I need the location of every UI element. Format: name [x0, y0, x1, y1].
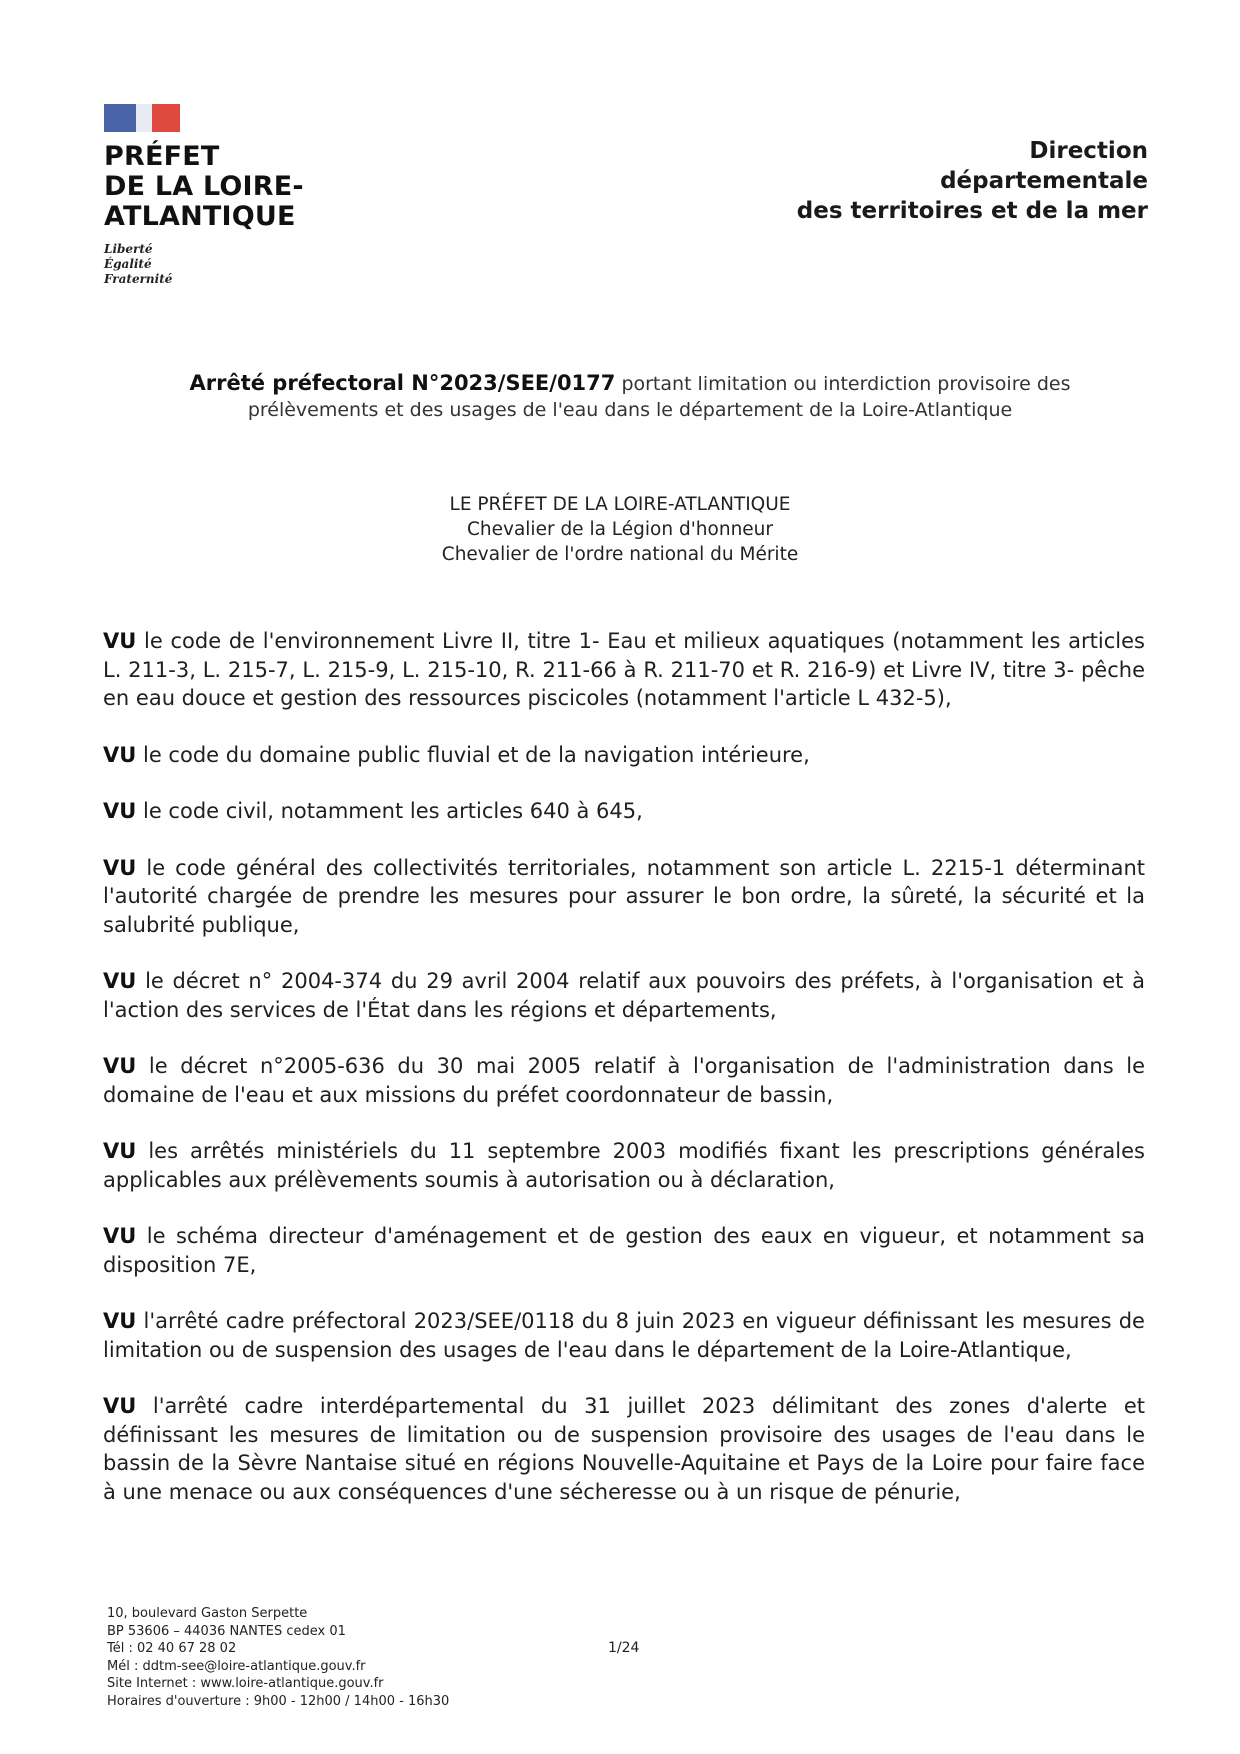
marianne-logo	[104, 104, 180, 132]
clause-text: le décret n°2005-636 du 30 mai 2005 relatif à l'organisation de l'administration dans le domaine de l'eau et aux missions du préfet coordonnateur de bassin,	[103, 1054, 1145, 1107]
prefet-name: PRÉFET DE LA LOIRE- ATLANTIQUE	[104, 141, 304, 232]
decree-reference: Arrêté préfectoral N°2023/SEE/0177	[189, 371, 616, 395]
decree-subject-line2: prélèvements et des usages de l'eau dans le département de la Loire-Atlantique	[247, 399, 1013, 421]
footer-website: Site Internet : www.loire-atlantique.gouv.fr	[107, 1676, 384, 1691]
clause	[103, 741, 1145, 770]
clause-text: le code civil, notamment les articles 640 à 645,	[143, 799, 643, 823]
footer-email: Mél : ddtm-see@loire-atlantique.gouv.fr	[107, 1658, 366, 1674]
prefecture-logo-block	[104, 104, 364, 287]
clause	[103, 1137, 1145, 1194]
clause-keyword: VU	[103, 1139, 137, 1163]
clause-keyword: VU	[103, 1224, 137, 1248]
clause-keyword: VU	[103, 742, 137, 767]
clause	[103, 1222, 1145, 1279]
signatory-block	[320, 492, 920, 567]
clause-keyword: VU	[103, 799, 137, 823]
decree-subject-line1: portant limitation ou interdiction provisoire des	[621, 373, 1071, 395]
clause-keyword: VU	[103, 1394, 137, 1418]
signatory-title: LE PRÉFET DE LA LOIRE-ATLANTIQUE	[449, 494, 791, 515]
clause-keyword: VU	[103, 629, 137, 653]
document-title	[150, 370, 1110, 423]
clause	[103, 967, 1145, 1024]
clause	[103, 1392, 1145, 1506]
clause-text: le code de l'environnement Livre II, titre 1- Eau et milieux aquatiques (notamment les articles L. 211-3, L. 215-7, L. 215-9, L. 215-10, R. 211-66 à R. 211-70 et R. 216-9) et Livre IV, titre 3- pêche en eau douce et gestion des ressources piscicoles (notamment l'article L 432-5),	[103, 629, 1145, 710]
clause-text: le code du domaine public fluvial et de la navigation intérieure,	[143, 742, 810, 767]
footer-hours: Horaires d'ouverture : 9h00 - 12h00 / 14h00 - 16h30	[107, 1693, 450, 1709]
clause	[103, 797, 1145, 826]
republic-motto: Liberté Égalité Fraternité	[104, 242, 173, 286]
footer-address-line2: BP 53606 – 44036 NANTES cedex 01	[107, 1623, 346, 1639]
clause-text: le schéma directeur d'aménagement et de gestion des eaux en vigueur, et notamment sa disposition 7E,	[103, 1224, 1145, 1277]
clause-keyword: VU	[103, 855, 137, 880]
footer-contact	[107, 1605, 449, 1710]
clause	[103, 854, 1145, 940]
page-number: 1/24	[608, 1640, 640, 1656]
signatory-honour-1: Chevalier de la Légion d'honneur	[466, 519, 774, 540]
direction-name: Direction départementale des territoires et de la mer	[796, 138, 1148, 224]
legal-basis-clauses	[103, 606, 1145, 1534]
clause	[103, 1052, 1145, 1109]
clause-keyword: VU	[103, 1054, 137, 1078]
clause-keyword: VU	[103, 969, 137, 993]
clause-text: le code général des collectivités territoriales, notamment son article L. 2215-1 déterminant l'autorité chargée de prendre les mesures pour assurer le bon ordre, la sûreté, la sécurité et la salubrité publique,	[103, 855, 1145, 937]
clause-text: les arrêtés ministériels du 11 septembre 2003 modifiés fixant les prescriptions générales applicables aux prélèvements soumis à autorisation ou à déclaration,	[103, 1139, 1145, 1192]
footer-phone: Tél : 02 40 67 28 02	[107, 1641, 237, 1656]
clause	[103, 627, 1145, 713]
clause-text: le décret n° 2004-374 du 29 avril 2004 relatif aux pouvoirs des préfets, à l'organisation et à l'action des services de l'État dans les régions et départements,	[103, 969, 1145, 1022]
footer-address-line1: 10, boulevard Gaston Serpette	[107, 1606, 308, 1621]
clause	[103, 1307, 1145, 1364]
clause-keyword: VU	[103, 1309, 137, 1333]
clause-text: l'arrêté cadre préfectoral 2023/SEE/0118 du 8 juin 2023 en vigueur définissant les mesures de limitation ou de suspension des usages de l'eau dans le département de la Loire-Atlantique,	[103, 1309, 1145, 1362]
signatory-honour-2: Chevalier de l'ordre national du Mérite	[441, 544, 799, 565]
clause-text: l'arrêté cadre interdépartemental du 31 juillet 2023 délimitant des zones d'alerte et définissant les mesures de limitation ou de suspension provisoire des usages de l'eau dans le bassin de la Sèvre Nantaise situé en régions Nouvelle-Aquitaine et Pays de la Loire pour faire face à une menace ou aux conséquences d'une sécheresse ou à un risque de pénurie,	[103, 1394, 1145, 1504]
